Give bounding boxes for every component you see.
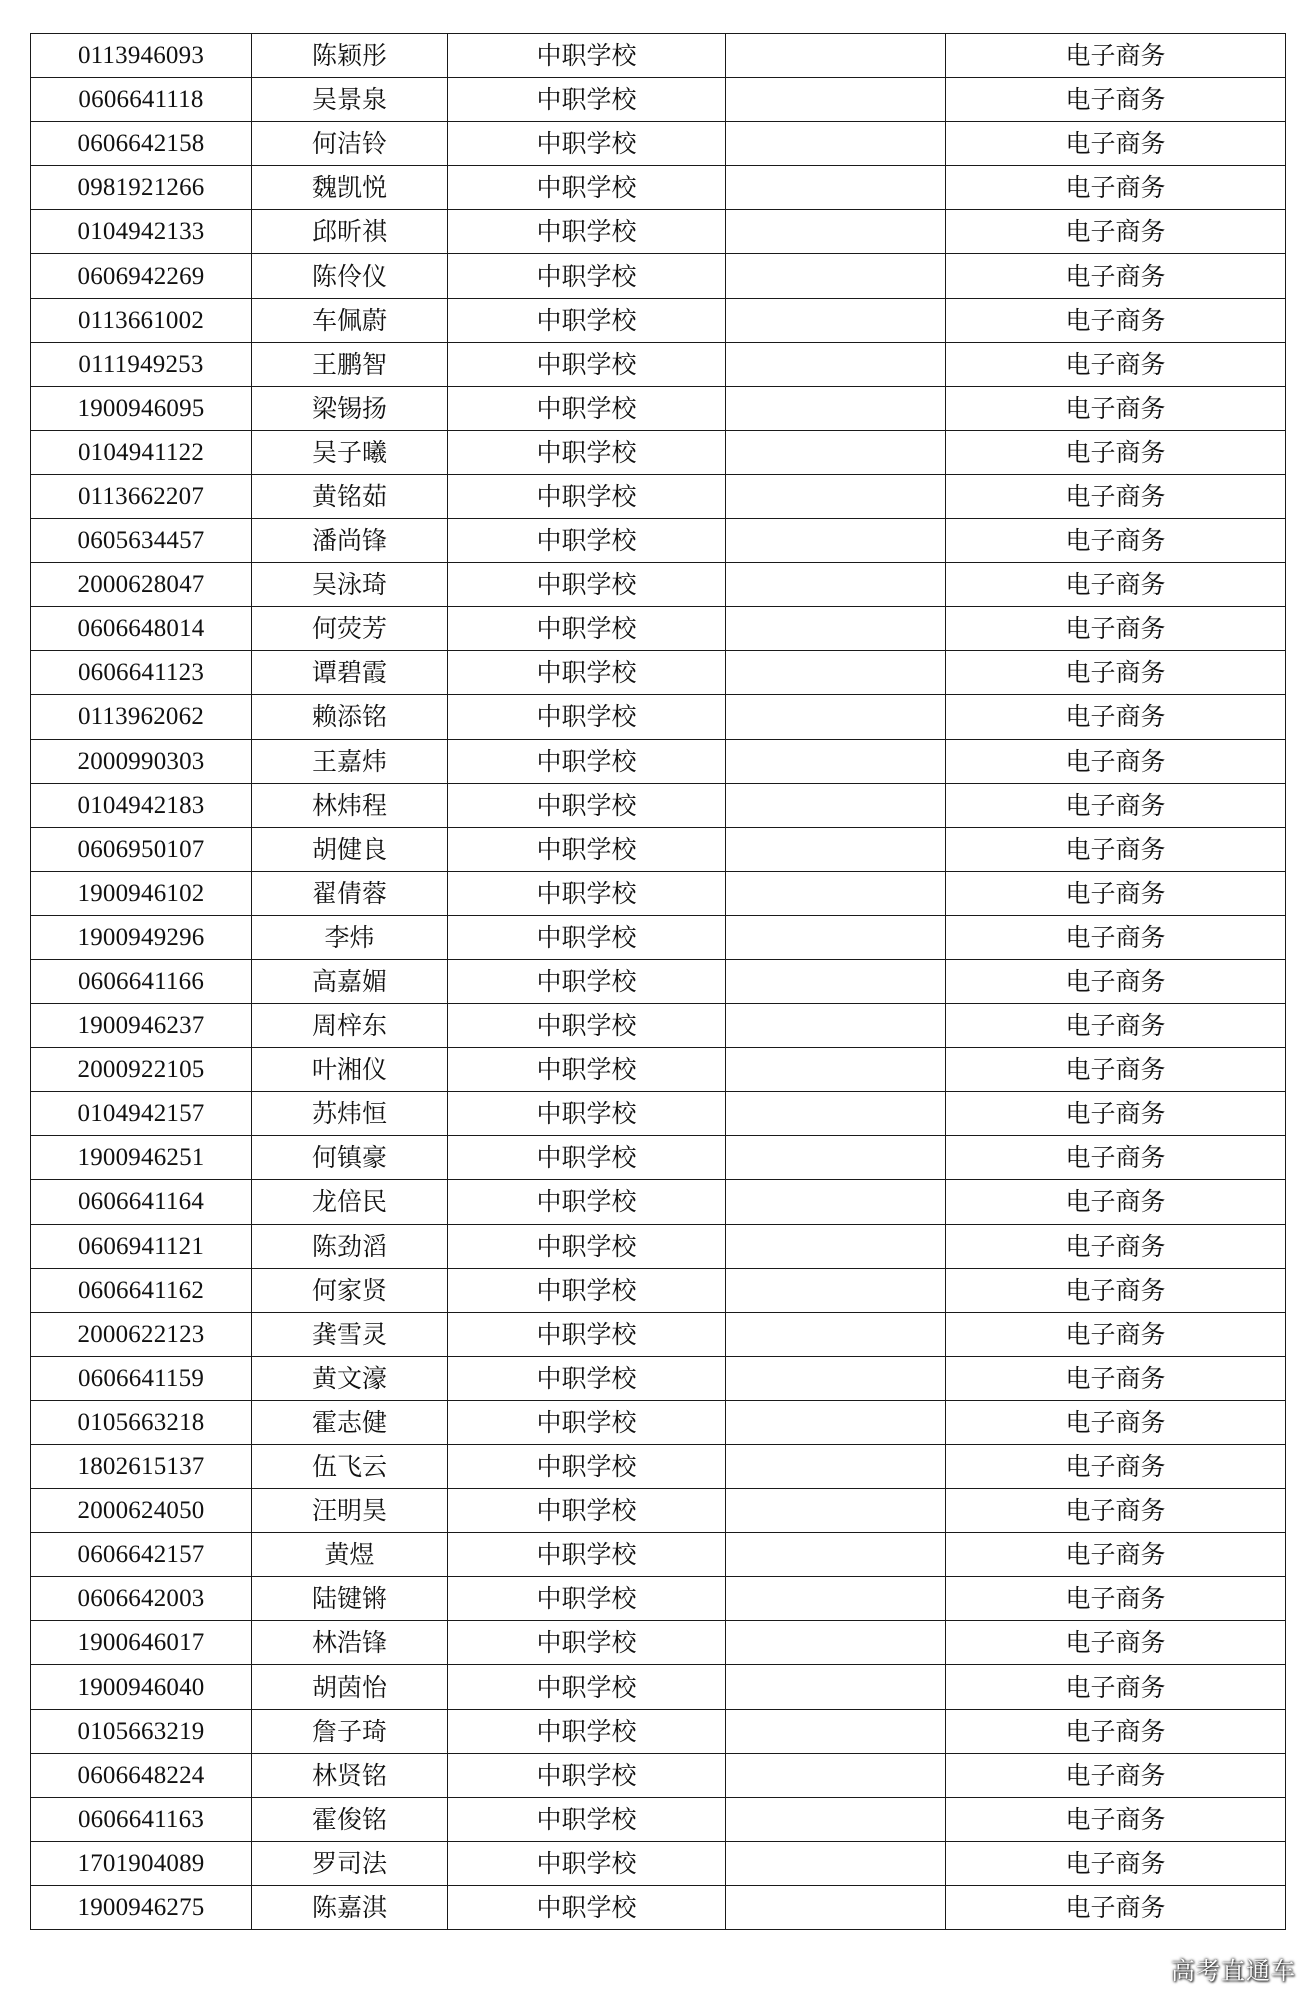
cell-exam-id: 0606641164 — [31, 1180, 252, 1224]
cell-school-type: 中职学校 — [448, 1048, 726, 1092]
table-row — [31, 1753, 1286, 1797]
cell-exam-id: 0606941121 — [31, 1224, 252, 1268]
cell-student-name: 邱昕祺 — [252, 210, 448, 254]
table-row — [31, 959, 1286, 1003]
table-row — [31, 210, 1286, 254]
cell-empty — [726, 1180, 946, 1224]
cell-exam-id: 0104942157 — [31, 1092, 252, 1136]
cell-empty — [726, 1092, 946, 1136]
cell-school-type: 中职学校 — [448, 1577, 726, 1621]
cell-major: 电子商务 — [946, 386, 1286, 430]
table-row — [31, 298, 1286, 342]
cell-school-type: 中职学校 — [448, 254, 726, 298]
cell-major: 电子商务 — [946, 1665, 1286, 1709]
table-row — [31, 1533, 1286, 1577]
cell-exam-id: 0104942133 — [31, 210, 252, 254]
cell-empty — [726, 519, 946, 563]
cell-student-name: 陈劲滔 — [252, 1224, 448, 1268]
cell-empty — [726, 871, 946, 915]
cell-exam-id: 0105663218 — [31, 1400, 252, 1444]
cell-empty — [726, 342, 946, 386]
cell-major: 电子商务 — [946, 1533, 1286, 1577]
table-row — [31, 915, 1286, 959]
table-row — [31, 1268, 1286, 1312]
table-row — [31, 1841, 1286, 1885]
cell-empty — [726, 1489, 946, 1533]
cell-student-name: 何镇豪 — [252, 1136, 448, 1180]
table-row — [31, 1136, 1286, 1180]
cell-major: 电子商务 — [946, 1885, 1286, 1929]
cell-major: 电子商务 — [946, 166, 1286, 210]
cell-empty — [726, 1445, 946, 1489]
cell-major: 电子商务 — [946, 34, 1286, 78]
cell-student-name: 王嘉炜 — [252, 739, 448, 783]
cell-major: 电子商务 — [946, 959, 1286, 1003]
cell-school-type: 中职学校 — [448, 1665, 726, 1709]
cell-school-type: 中职学校 — [448, 827, 726, 871]
cell-major: 电子商务 — [946, 1180, 1286, 1224]
cell-school-type: 中职学校 — [448, 1533, 726, 1577]
cell-empty — [726, 1400, 946, 1444]
cell-student-name: 何荧芳 — [252, 607, 448, 651]
cell-student-name: 龚雪灵 — [252, 1312, 448, 1356]
cell-school-type: 中职学校 — [448, 1885, 726, 1929]
cell-school-type: 中职学校 — [448, 1268, 726, 1312]
cell-empty — [726, 783, 946, 827]
cell-major: 电子商务 — [946, 1797, 1286, 1841]
cell-exam-id: 0113661002 — [31, 298, 252, 342]
cell-student-name: 吴子曦 — [252, 430, 448, 474]
cell-empty — [726, 34, 946, 78]
cell-school-type: 中职学校 — [448, 298, 726, 342]
cell-empty — [726, 210, 946, 254]
cell-student-name: 何洁铃 — [252, 122, 448, 166]
table-row — [31, 651, 1286, 695]
student-roster-table — [30, 33, 1286, 1930]
cell-major: 电子商务 — [946, 1400, 1286, 1444]
cell-exam-id: 0605634457 — [31, 519, 252, 563]
cell-empty — [726, 474, 946, 518]
cell-school-type: 中职学校 — [448, 739, 726, 783]
table-row — [31, 474, 1286, 518]
cell-exam-id: 1900646017 — [31, 1621, 252, 1665]
cell-school-type: 中职学校 — [448, 1709, 726, 1753]
cell-empty — [726, 1048, 946, 1092]
cell-major: 电子商务 — [946, 342, 1286, 386]
table-row — [31, 739, 1286, 783]
table-row — [31, 1665, 1286, 1709]
cell-exam-id: 1900946251 — [31, 1136, 252, 1180]
cell-empty — [726, 1885, 946, 1929]
cell-school-type: 中职学校 — [448, 695, 726, 739]
cell-major: 电子商务 — [946, 298, 1286, 342]
cell-exam-id: 0606942269 — [31, 254, 252, 298]
cell-student-name: 林炜程 — [252, 783, 448, 827]
table-row — [31, 1092, 1286, 1136]
cell-school-type: 中职学校 — [448, 1136, 726, 1180]
cell-exam-id: 2000628047 — [31, 563, 252, 607]
cell-exam-id: 0111949253 — [31, 342, 252, 386]
cell-student-name: 潘尚锋 — [252, 519, 448, 563]
table-row — [31, 827, 1286, 871]
cell-exam-id: 0113962062 — [31, 695, 252, 739]
table-row — [31, 1445, 1286, 1489]
cell-empty — [726, 1224, 946, 1268]
table-row — [31, 1885, 1286, 1929]
cell-exam-id: 0606641123 — [31, 651, 252, 695]
cell-student-name: 黄煜 — [252, 1533, 448, 1577]
cell-exam-id: 1900946275 — [31, 1885, 252, 1929]
cell-student-name: 伍飞云 — [252, 1445, 448, 1489]
cell-school-type: 中职学校 — [448, 1312, 726, 1356]
cell-exam-id: 0104941122 — [31, 430, 252, 474]
cell-exam-id: 0104942183 — [31, 783, 252, 827]
cell-exam-id: 0981921266 — [31, 166, 252, 210]
cell-school-type: 中职学校 — [448, 342, 726, 386]
table-row — [31, 1004, 1286, 1048]
cell-student-name: 胡茵怡 — [252, 1665, 448, 1709]
cell-student-name: 黄文濠 — [252, 1356, 448, 1400]
cell-major: 电子商务 — [946, 563, 1286, 607]
cell-major: 电子商务 — [946, 474, 1286, 518]
cell-student-name: 龙倍民 — [252, 1180, 448, 1224]
cell-exam-id: 2000922105 — [31, 1048, 252, 1092]
cell-major: 电子商务 — [946, 122, 1286, 166]
cell-school-type: 中职学校 — [448, 915, 726, 959]
table-row — [31, 386, 1286, 430]
cell-student-name: 陆键锵 — [252, 1577, 448, 1621]
cell-exam-id: 2000990303 — [31, 739, 252, 783]
cell-exam-id: 0606950107 — [31, 827, 252, 871]
cell-student-name: 林浩锋 — [252, 1621, 448, 1665]
cell-school-type: 中职学校 — [448, 651, 726, 695]
cell-school-type: 中职学校 — [448, 1621, 726, 1665]
cell-empty — [726, 430, 946, 474]
cell-student-name: 胡健良 — [252, 827, 448, 871]
cell-exam-id: 0606642157 — [31, 1533, 252, 1577]
cell-student-name: 林贤铭 — [252, 1753, 448, 1797]
table-row — [31, 166, 1286, 210]
table-row — [31, 1312, 1286, 1356]
cell-school-type: 中职学校 — [448, 607, 726, 651]
table-row — [31, 1489, 1286, 1533]
cell-exam-id: 1802615137 — [31, 1445, 252, 1489]
cell-school-type: 中职学校 — [448, 1004, 726, 1048]
table-row — [31, 1400, 1286, 1444]
cell-empty — [726, 739, 946, 783]
cell-empty — [726, 166, 946, 210]
table-row — [31, 1180, 1286, 1224]
cell-student-name: 吴景泉 — [252, 78, 448, 122]
cell-exam-id: 0606641118 — [31, 78, 252, 122]
cell-major: 电子商务 — [946, 1356, 1286, 1400]
cell-exam-id: 1900949296 — [31, 915, 252, 959]
cell-student-name: 霍志健 — [252, 1400, 448, 1444]
cell-exam-id: 1900946102 — [31, 871, 252, 915]
cell-school-type: 中职学校 — [448, 1356, 726, 1400]
cell-student-name: 翟倩蓉 — [252, 871, 448, 915]
cell-student-name: 苏炜恒 — [252, 1092, 448, 1136]
cell-major: 电子商务 — [946, 1004, 1286, 1048]
table-row — [31, 122, 1286, 166]
cell-empty — [726, 1753, 946, 1797]
cell-school-type: 中职学校 — [448, 1753, 726, 1797]
cell-school-type: 中职学校 — [448, 210, 726, 254]
cell-empty — [726, 122, 946, 166]
cell-school-type: 中职学校 — [448, 1180, 726, 1224]
cell-major: 电子商务 — [946, 1841, 1286, 1885]
cell-empty — [726, 959, 946, 1003]
table-row — [31, 1048, 1286, 1092]
cell-school-type: 中职学校 — [448, 474, 726, 518]
cell-school-type: 中职学校 — [448, 959, 726, 1003]
table-row — [31, 430, 1286, 474]
cell-student-name: 谭碧霞 — [252, 651, 448, 695]
cell-exam-id: 0606642158 — [31, 122, 252, 166]
cell-major: 电子商务 — [946, 1621, 1286, 1665]
cell-exam-id: 0105663219 — [31, 1709, 252, 1753]
cell-major: 电子商务 — [946, 210, 1286, 254]
cell-student-name: 陈颖彤 — [252, 34, 448, 78]
cell-exam-id: 0606641159 — [31, 1356, 252, 1400]
roster-body — [31, 34, 1286, 1930]
cell-empty — [726, 386, 946, 430]
cell-major: 电子商务 — [946, 1092, 1286, 1136]
cell-empty — [726, 827, 946, 871]
cell-school-type: 中职学校 — [448, 563, 726, 607]
cell-major: 电子商务 — [946, 78, 1286, 122]
cell-student-name: 李炜 — [252, 915, 448, 959]
table-row — [31, 563, 1286, 607]
cell-major: 电子商务 — [946, 1753, 1286, 1797]
cell-major: 电子商务 — [946, 1709, 1286, 1753]
cell-school-type: 中职学校 — [448, 430, 726, 474]
cell-exam-id: 0606641162 — [31, 1268, 252, 1312]
table-row — [31, 254, 1286, 298]
cell-empty — [726, 1797, 946, 1841]
cell-school-type: 中职学校 — [448, 783, 726, 827]
cell-student-name: 黄铭茹 — [252, 474, 448, 518]
cell-student-name: 梁锡扬 — [252, 386, 448, 430]
cell-exam-id: 1900946095 — [31, 386, 252, 430]
cell-empty — [726, 1312, 946, 1356]
cell-school-type: 中职学校 — [448, 1092, 726, 1136]
table-row — [31, 783, 1286, 827]
cell-empty — [726, 1709, 946, 1753]
cell-major: 电子商务 — [946, 1268, 1286, 1312]
cell-student-name: 罗司法 — [252, 1841, 448, 1885]
cell-student-name: 詹子琦 — [252, 1709, 448, 1753]
table-row — [31, 607, 1286, 651]
cell-empty — [726, 651, 946, 695]
cell-major: 电子商务 — [946, 1489, 1286, 1533]
table-row — [31, 1797, 1286, 1841]
cell-major: 电子商务 — [946, 519, 1286, 563]
cell-exam-id: 0606641163 — [31, 1797, 252, 1841]
cell-empty — [726, 695, 946, 739]
table-row — [31, 519, 1286, 563]
cell-student-name: 车佩蔚 — [252, 298, 448, 342]
table-row — [31, 78, 1286, 122]
cell-student-name: 霍俊铭 — [252, 1797, 448, 1841]
table-row — [31, 871, 1286, 915]
cell-empty — [726, 1841, 946, 1885]
cell-school-type: 中职学校 — [448, 34, 726, 78]
cell-empty — [726, 1136, 946, 1180]
cell-school-type: 中职学校 — [448, 166, 726, 210]
cell-major: 电子商务 — [946, 1577, 1286, 1621]
cell-school-type: 中职学校 — [448, 386, 726, 430]
cell-empty — [726, 607, 946, 651]
cell-school-type: 中职学校 — [448, 1489, 726, 1533]
cell-student-name: 赖添铭 — [252, 695, 448, 739]
table-row — [31, 695, 1286, 739]
table-row — [31, 1224, 1286, 1268]
cell-exam-id: 0113662207 — [31, 474, 252, 518]
cell-major: 电子商务 — [946, 871, 1286, 915]
cell-student-name: 吴泳琦 — [252, 563, 448, 607]
cell-exam-id: 1900946040 — [31, 1665, 252, 1709]
cell-major: 电子商务 — [946, 254, 1286, 298]
cell-empty — [726, 78, 946, 122]
table-row — [31, 1577, 1286, 1621]
cell-major: 电子商务 — [946, 1445, 1286, 1489]
cell-empty — [726, 1356, 946, 1400]
cell-empty — [726, 298, 946, 342]
cell-student-name: 叶湘仪 — [252, 1048, 448, 1092]
cell-school-type: 中职学校 — [448, 1224, 726, 1268]
cell-empty — [726, 1665, 946, 1709]
cell-empty — [726, 254, 946, 298]
table-row — [31, 342, 1286, 386]
cell-major: 电子商务 — [946, 827, 1286, 871]
cell-major: 电子商务 — [946, 607, 1286, 651]
cell-student-name: 魏凯悦 — [252, 166, 448, 210]
cell-major: 电子商务 — [946, 1048, 1286, 1092]
cell-student-name: 陈伶仪 — [252, 254, 448, 298]
cell-empty — [726, 1577, 946, 1621]
cell-exam-id: 1701904089 — [31, 1841, 252, 1885]
cell-school-type: 中职学校 — [448, 1841, 726, 1885]
cell-school-type: 中职学校 — [448, 1797, 726, 1841]
cell-student-name: 何家贤 — [252, 1268, 448, 1312]
table-row — [31, 1356, 1286, 1400]
cell-empty — [726, 1621, 946, 1665]
cell-school-type: 中职学校 — [448, 519, 726, 563]
cell-exam-id: 0606648014 — [31, 607, 252, 651]
cell-exam-id: 2000624050 — [31, 1489, 252, 1533]
cell-major: 电子商务 — [946, 783, 1286, 827]
cell-major: 电子商务 — [946, 739, 1286, 783]
cell-major: 电子商务 — [946, 915, 1286, 959]
cell-school-type: 中职学校 — [448, 1400, 726, 1444]
cell-school-type: 中职学校 — [448, 1445, 726, 1489]
cell-major: 电子商务 — [946, 1312, 1286, 1356]
cell-school-type: 中职学校 — [448, 871, 726, 915]
cell-student-name: 王鹏智 — [252, 342, 448, 386]
table-row — [31, 1709, 1286, 1753]
cell-empty — [726, 915, 946, 959]
table-row — [31, 1621, 1286, 1665]
cell-empty — [726, 563, 946, 607]
cell-exam-id: 1900946237 — [31, 1004, 252, 1048]
cell-school-type: 中职学校 — [448, 78, 726, 122]
cell-exam-id: 0606648224 — [31, 1753, 252, 1797]
cell-exam-id: 2000622123 — [31, 1312, 252, 1356]
cell-empty — [726, 1268, 946, 1312]
cell-major: 电子商务 — [946, 695, 1286, 739]
cell-major: 电子商务 — [946, 1136, 1286, 1180]
cell-student-name: 高嘉媚 — [252, 959, 448, 1003]
cell-exam-id: 0113946093 — [31, 34, 252, 78]
watermark-text: 高考直通车 — [1171, 1957, 1296, 1985]
cell-exam-id: 0606642003 — [31, 1577, 252, 1621]
cell-major: 电子商务 — [946, 651, 1286, 695]
cell-empty — [726, 1004, 946, 1048]
cell-student-name: 陈嘉淇 — [252, 1885, 448, 1929]
cell-major: 电子商务 — [946, 430, 1286, 474]
cell-school-type: 中职学校 — [448, 122, 726, 166]
cell-student-name: 周梓东 — [252, 1004, 448, 1048]
cell-student-name: 汪明昊 — [252, 1489, 448, 1533]
cell-empty — [726, 1533, 946, 1577]
table-row — [31, 34, 1286, 78]
cell-major: 电子商务 — [946, 1224, 1286, 1268]
cell-exam-id: 0606641166 — [31, 959, 252, 1003]
